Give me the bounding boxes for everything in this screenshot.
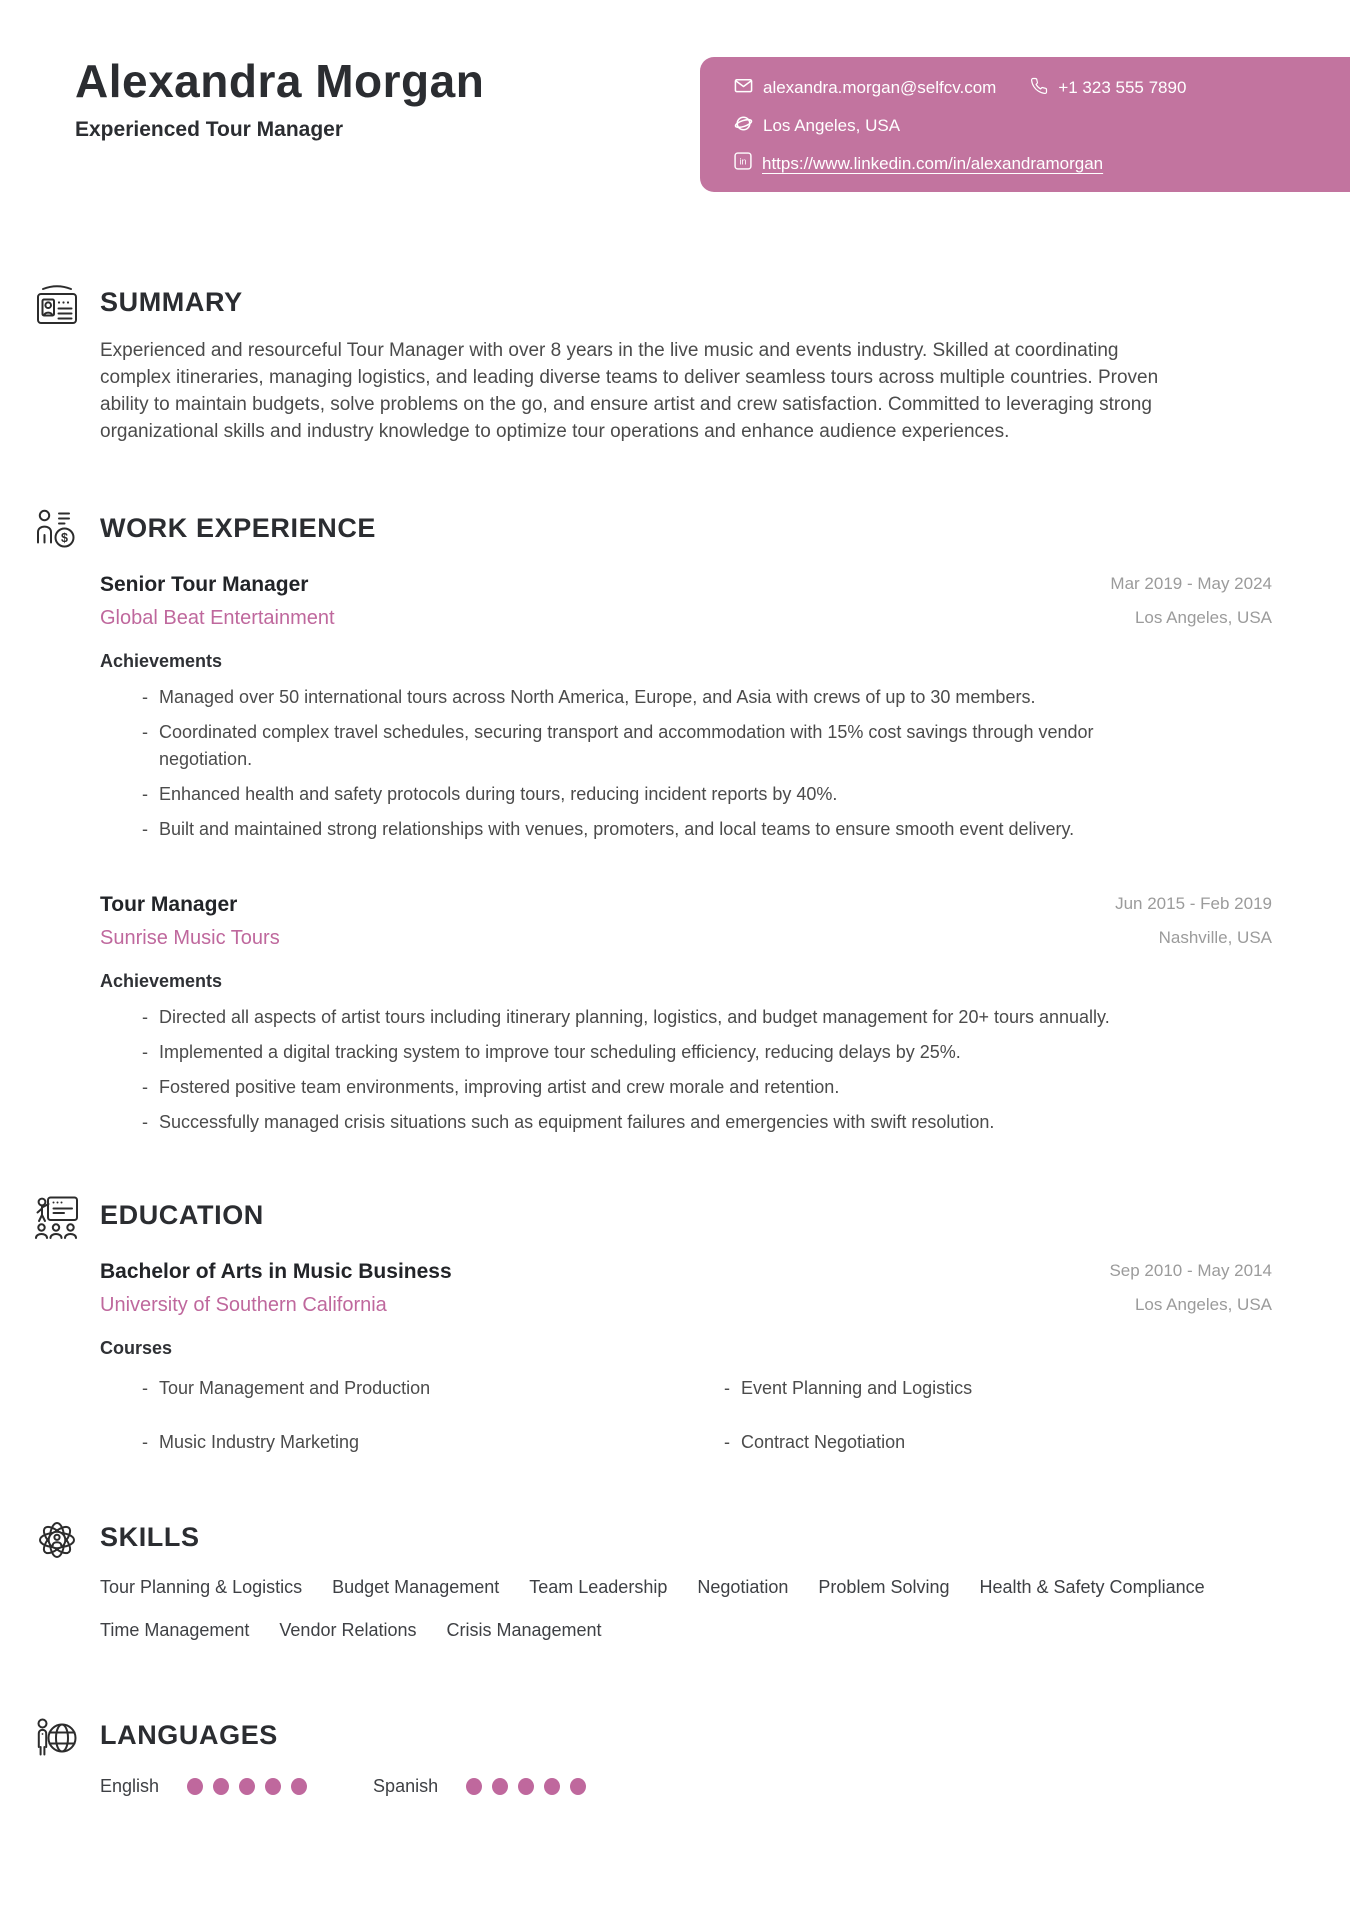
skills-network-icon — [33, 1516, 81, 1564]
achievement-item: - Coordinated complex travel schedules, securing transport and accommodation with 15% cost savings through vendor negotiation. — [142, 719, 1160, 773]
achievement-item: - Successfully managed crisis situations such as equipment failures and emergencies with swift resolution. — [142, 1109, 1160, 1136]
language-level-dot — [570, 1778, 586, 1795]
skill-item: Team Leadership — [529, 1577, 668, 1597]
language-level-dot — [492, 1778, 508, 1795]
language-level-dot — [187, 1778, 203, 1795]
classroom-icon — [33, 1194, 81, 1242]
achievement-item: - Managed over 50 international tours across North America, Europe, and Asia with crews of up to 30 members. — [142, 684, 1160, 711]
contact-email-text: alexandra.morgan@selfcv.com — [763, 78, 997, 97]
job-entry — [100, 571, 1272, 843]
contact-phone — [1030, 77, 1186, 100]
section-heading-languages: LANGUAGES — [100, 1720, 278, 1750]
language-level-dot — [466, 1778, 482, 1795]
job-title: Senior Tour Manager — [100, 573, 309, 596]
language-level — [187, 1778, 307, 1795]
contact-row-3 — [734, 152, 1310, 175]
skill-item: Time Management — [100, 1620, 250, 1640]
languages-list — [100, 1776, 1272, 1797]
language-level — [466, 1778, 586, 1795]
achievements-list — [100, 684, 1160, 843]
job-dates: Jun 2015 - Feb 2019 — [1115, 894, 1272, 913]
skills-section — [75, 1520, 1272, 1644]
skill-item: Negotiation — [697, 1577, 789, 1597]
job-left — [100, 891, 280, 951]
job-right — [1110, 571, 1272, 631]
language-level-dot — [518, 1778, 534, 1795]
section-heading-summary: SUMMARY — [100, 287, 243, 317]
professional-title: Experienced Tour Manager — [75, 117, 344, 141]
section-heading-education: EDUCATION — [100, 1200, 264, 1230]
job-location: Los Angeles, USA — [1134, 608, 1272, 627]
company-name: Global Beat Entertainment — [100, 607, 335, 629]
contact-row-2 — [734, 114, 1310, 138]
course-item: - Tour Management and Production — [142, 1375, 724, 1402]
course-item: - Event Planning and Logistics — [724, 1375, 1272, 1402]
summary-text: Experienced and resourceful Tour Manager with over 8 years in the live music and events industry. Skilled at coordinating complex itineraries, managing logistics, and leading diverse teams to deliver seamless tours across multiple countries. Proven ability to maintain budgets, solve problems on the go, and ensure artist and crew satisfaction. Committed to leveraging strong organizational skills and industry knowledge to optimize tour operations and enhance audience experiences. — [100, 340, 1159, 442]
achievements-list — [100, 1004, 1160, 1136]
language-level-dot — [265, 1778, 281, 1795]
job-head — [100, 571, 1272, 631]
section-heading-work: WORK EXPERIENCE — [100, 513, 377, 543]
linkedin-url-text: https://www.linkedin.com/in/alexandramorgan — [762, 153, 1104, 173]
courses-list — [142, 1375, 1272, 1456]
achievements-label: Achievements — [100, 971, 223, 991]
contact-phone-text: +1 323 555 7890 — [1058, 78, 1187, 97]
contact-email — [734, 76, 996, 100]
contact-location — [734, 114, 900, 138]
job-right — [1115, 891, 1272, 951]
contact-row-1 — [734, 76, 1310, 100]
person-globe-icon — [33, 1714, 81, 1762]
degree-title: Bachelor of Arts in Music Business — [100, 1260, 452, 1283]
id-card-icon — [33, 281, 81, 329]
education-right — [1109, 1258, 1272, 1318]
course-item: - Contract Negotiation — [724, 1429, 1272, 1456]
education-dates: Sep 2010 - May 2014 — [1109, 1261, 1272, 1280]
course-item: - Music Industry Marketing — [142, 1429, 724, 1456]
svg-text:in: in — [739, 156, 747, 167]
contact-location-text: Los Angeles, USA — [763, 116, 901, 135]
achievement-item: - Built and maintained strong relationships with venues, promoters, and local teams to ensure smooth event delivery. — [142, 816, 1160, 843]
job-left — [100, 571, 335, 631]
achievement-item: - Enhanced health and safety protocols during tours, reducing incident reports by 40%. — [142, 781, 1160, 808]
job-location: Nashville, USA — [1158, 928, 1272, 947]
education-left — [100, 1258, 452, 1318]
page-title: Alexandra Morgan — [75, 55, 485, 107]
achievement-item: - Fostered positive team environments, improving artist and crew morale and retention. — [142, 1074, 1160, 1101]
job-dates: Mar 2019 - May 2024 — [1110, 574, 1272, 593]
language-entry — [100, 1776, 307, 1797]
school-name: University of Southern California — [100, 1294, 387, 1316]
education-head — [100, 1258, 1272, 1318]
achievement-item: - Implemented a digital tracking system to improve tour scheduling efficiency, reducing delays by 25%. — [142, 1039, 1160, 1066]
linkedin-link[interactable] — [734, 152, 1103, 175]
globe-icon — [734, 114, 753, 138]
job-entry — [100, 891, 1272, 1136]
language-name: English — [100, 1776, 160, 1796]
skill-item: Crisis Management — [446, 1620, 602, 1640]
header — [75, 55, 1272, 205]
skill-item: Health & Safety Compliance — [979, 1577, 1205, 1597]
contact-card — [700, 57, 1350, 192]
language-entry — [373, 1776, 586, 1797]
language-level-dot — [544, 1778, 560, 1795]
skill-item: Budget Management — [332, 1577, 500, 1597]
achievement-item: - Directed all aspects of artist tours including itinerary planning, logistics, and budget management for 20+ tours annually. — [142, 1004, 1160, 1031]
section-heading-skills: SKILLS — [100, 1522, 200, 1552]
work-experience-section — [61, 511, 1272, 1136]
language-level-dot — [291, 1778, 307, 1795]
worker-salary-icon — [33, 507, 81, 555]
svg-text:$: $ — [61, 531, 68, 545]
language-name: Spanish — [373, 1776, 439, 1796]
courses-label: Courses — [100, 1338, 173, 1358]
education-entry — [100, 1258, 1272, 1456]
education-section — [75, 1198, 1272, 1456]
phone-icon — [1030, 77, 1048, 100]
job-head — [100, 891, 1272, 951]
job-title: Tour Manager — [100, 893, 238, 916]
achievements-label: Achievements — [100, 651, 223, 671]
email-icon — [734, 76, 753, 100]
education-location: Los Angeles, USA — [1134, 1295, 1272, 1314]
languages-section — [75, 1718, 1272, 1797]
skills-list — [100, 1574, 1260, 1644]
skill-item: Tour Planning & Logistics — [100, 1577, 303, 1597]
language-level-dot — [239, 1778, 255, 1795]
language-level-dot — [213, 1778, 229, 1795]
skill-item: Problem Solving — [818, 1577, 950, 1597]
summary-section — [75, 285, 1272, 445]
linkedin-icon — [734, 152, 752, 175]
company-name: Sunrise Music Tours — [100, 927, 280, 949]
skill-item: Vendor Relations — [279, 1620, 417, 1640]
